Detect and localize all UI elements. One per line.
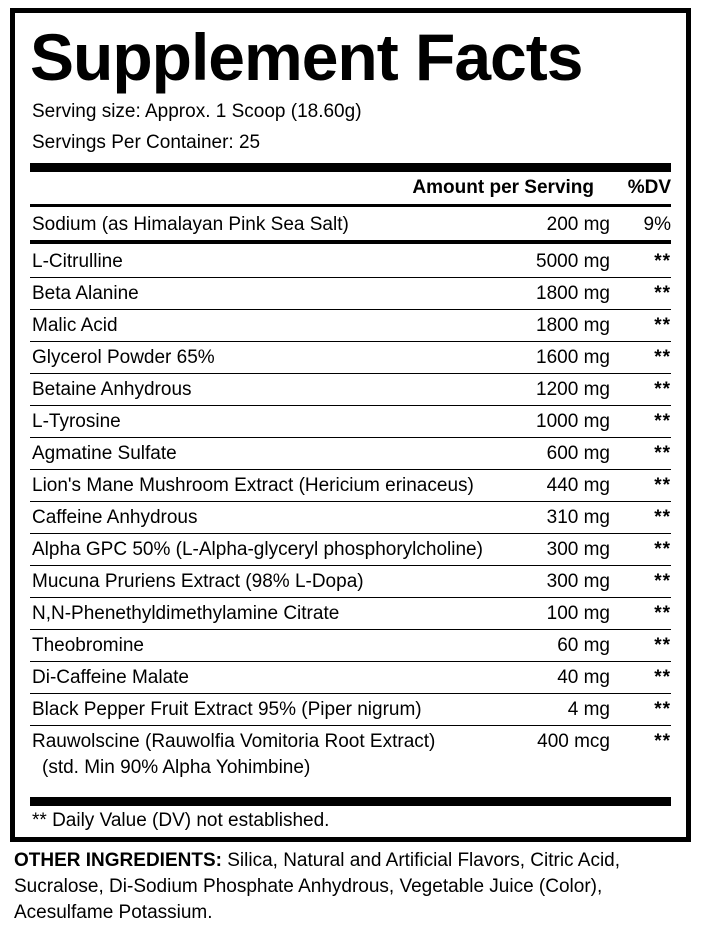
ingredient-amount: 310 mg	[546, 507, 610, 528]
footnote: ** Daily Value (DV) not established.	[32, 810, 330, 831]
ingredient-dv: **	[654, 315, 671, 336]
ingredient-name: Di-Caffeine Malate	[32, 667, 190, 688]
table-row	[30, 598, 671, 630]
serving-size: Serving size: Approx. 1 Scoop (18.60g)	[32, 101, 362, 122]
sodium-dv: 9%	[643, 214, 671, 235]
header-amount: Amount per Serving	[412, 177, 594, 198]
ingredient-dv: **	[654, 283, 671, 304]
ingredient-name: Glycerol Powder 65%	[32, 347, 215, 368]
ingredient-amount: 40 mg	[557, 667, 610, 688]
table-row	[30, 438, 671, 470]
table-row	[30, 278, 671, 310]
ingredient-name: Beta Alanine	[32, 283, 139, 304]
other-ingredients-text: Silica, Natural and Artificial Flavors, Citric Acid, Sucralose, Di-Sodium Phosphate Anhydrous, Vegetable Juice (Color), Acesulfame Potassium.	[14, 850, 621, 923]
table-row	[30, 470, 671, 502]
ingredient-dv: **	[654, 379, 671, 400]
ingredient-amount: 1000 mg	[536, 411, 610, 432]
ingredient-name: Theobromine	[32, 635, 144, 656]
ingredient-dv: **	[654, 411, 671, 432]
ingredient-name: Betaine Anhydrous	[32, 379, 192, 400]
ingredient-amount: 1600 mg	[536, 347, 610, 368]
table-row	[30, 502, 671, 534]
table-row	[30, 694, 671, 726]
ingredient-amount: 300 mg	[546, 571, 610, 592]
table-row	[30, 566, 671, 598]
ingredient-dv: **	[654, 443, 671, 464]
ingredient-amount: 1200 mg	[536, 379, 610, 400]
ingredient-amount: 300 mg	[546, 539, 610, 560]
sodium-row	[30, 209, 671, 241]
ingredient-amount: 1800 mg	[536, 283, 610, 304]
other-ingredients-label: OTHER INGREDIENTS:	[14, 850, 222, 871]
other-ingredients	[14, 848, 694, 926]
table-row	[30, 726, 671, 778]
ingredient-dv: **	[654, 699, 671, 720]
ingredient-dv: **	[654, 475, 671, 496]
ingredient-name: Agmatine Sulfate	[32, 443, 177, 464]
ingredient-amount: 5000 mg	[536, 251, 610, 272]
table-row	[30, 246, 671, 278]
ingredient-name: Mucuna Pruriens Extract (98% L-Dopa)	[32, 571, 364, 592]
ingredient-dv: **	[654, 571, 671, 592]
ingredient-name: N,N-Phenethyldimethylamine Citrate	[32, 603, 340, 624]
sodium-amount: 200 mg	[546, 214, 610, 235]
ingredient-dv: **	[654, 251, 671, 272]
table-row	[30, 534, 671, 566]
ingredient-dv: **	[654, 635, 671, 656]
sodium-divider	[30, 240, 671, 244]
ingredient-amount: 400 mcg	[537, 731, 610, 752]
ingredient-name: L-Tyrosine	[32, 411, 121, 432]
table-row	[30, 310, 671, 342]
servings-per-container: Servings Per Container: 25	[32, 132, 261, 153]
supplement-facts-panel	[10, 8, 691, 842]
thick-divider-bottom	[30, 797, 671, 806]
ingredient-name: L-Citrulline	[32, 251, 123, 272]
ingredient-amount: 440 mg	[546, 475, 610, 496]
table-row	[30, 374, 671, 406]
header-divider	[30, 204, 671, 207]
ingredient-name: Lion's Mane Mushroom Extract (Hericium erinaceus)	[32, 475, 474, 496]
ingredient-dv: **	[654, 603, 671, 624]
ingredient-dv: **	[654, 667, 671, 688]
ingredient-amount: 100 mg	[546, 603, 610, 624]
ingredient-name: Malic Acid	[32, 315, 118, 336]
ingredient-dv: **	[654, 731, 671, 752]
table-row	[30, 630, 671, 662]
ingredient-amount: 4 mg	[567, 699, 610, 720]
table-row	[30, 406, 671, 438]
panel-title: Supplement Facts	[30, 20, 583, 94]
panel-inner	[30, 13, 671, 837]
header-dv: %DV	[627, 177, 671, 198]
ingredient-amount: 60 mg	[557, 635, 610, 656]
table-row	[30, 342, 671, 374]
ingredient-dv: **	[654, 507, 671, 528]
ingredient-name: Caffeine Anhydrous	[32, 507, 198, 528]
ingredient-amount: 600 mg	[546, 443, 610, 464]
thick-divider-top	[30, 163, 671, 172]
table-row	[30, 662, 671, 694]
sodium-name: Sodium (as Himalayan Pink Sea Salt)	[32, 214, 349, 235]
ingredient-dv: **	[654, 539, 671, 560]
ingredient-name: Rauwolscine (Rauwolfia Vomitoria Root Extract)	[32, 731, 436, 752]
ingredient-dv: **	[654, 347, 671, 368]
ingredient-subnote: (std. Min 90% Alpha Yohimbine)	[42, 757, 311, 778]
ingredient-name: Alpha GPC 50% (L-Alpha-glyceryl phosphorylcholine)	[32, 539, 483, 560]
ingredient-name: Black Pepper Fruit Extract 95% (Piper nigrum)	[32, 699, 422, 720]
ingredient-amount: 1800 mg	[536, 315, 610, 336]
